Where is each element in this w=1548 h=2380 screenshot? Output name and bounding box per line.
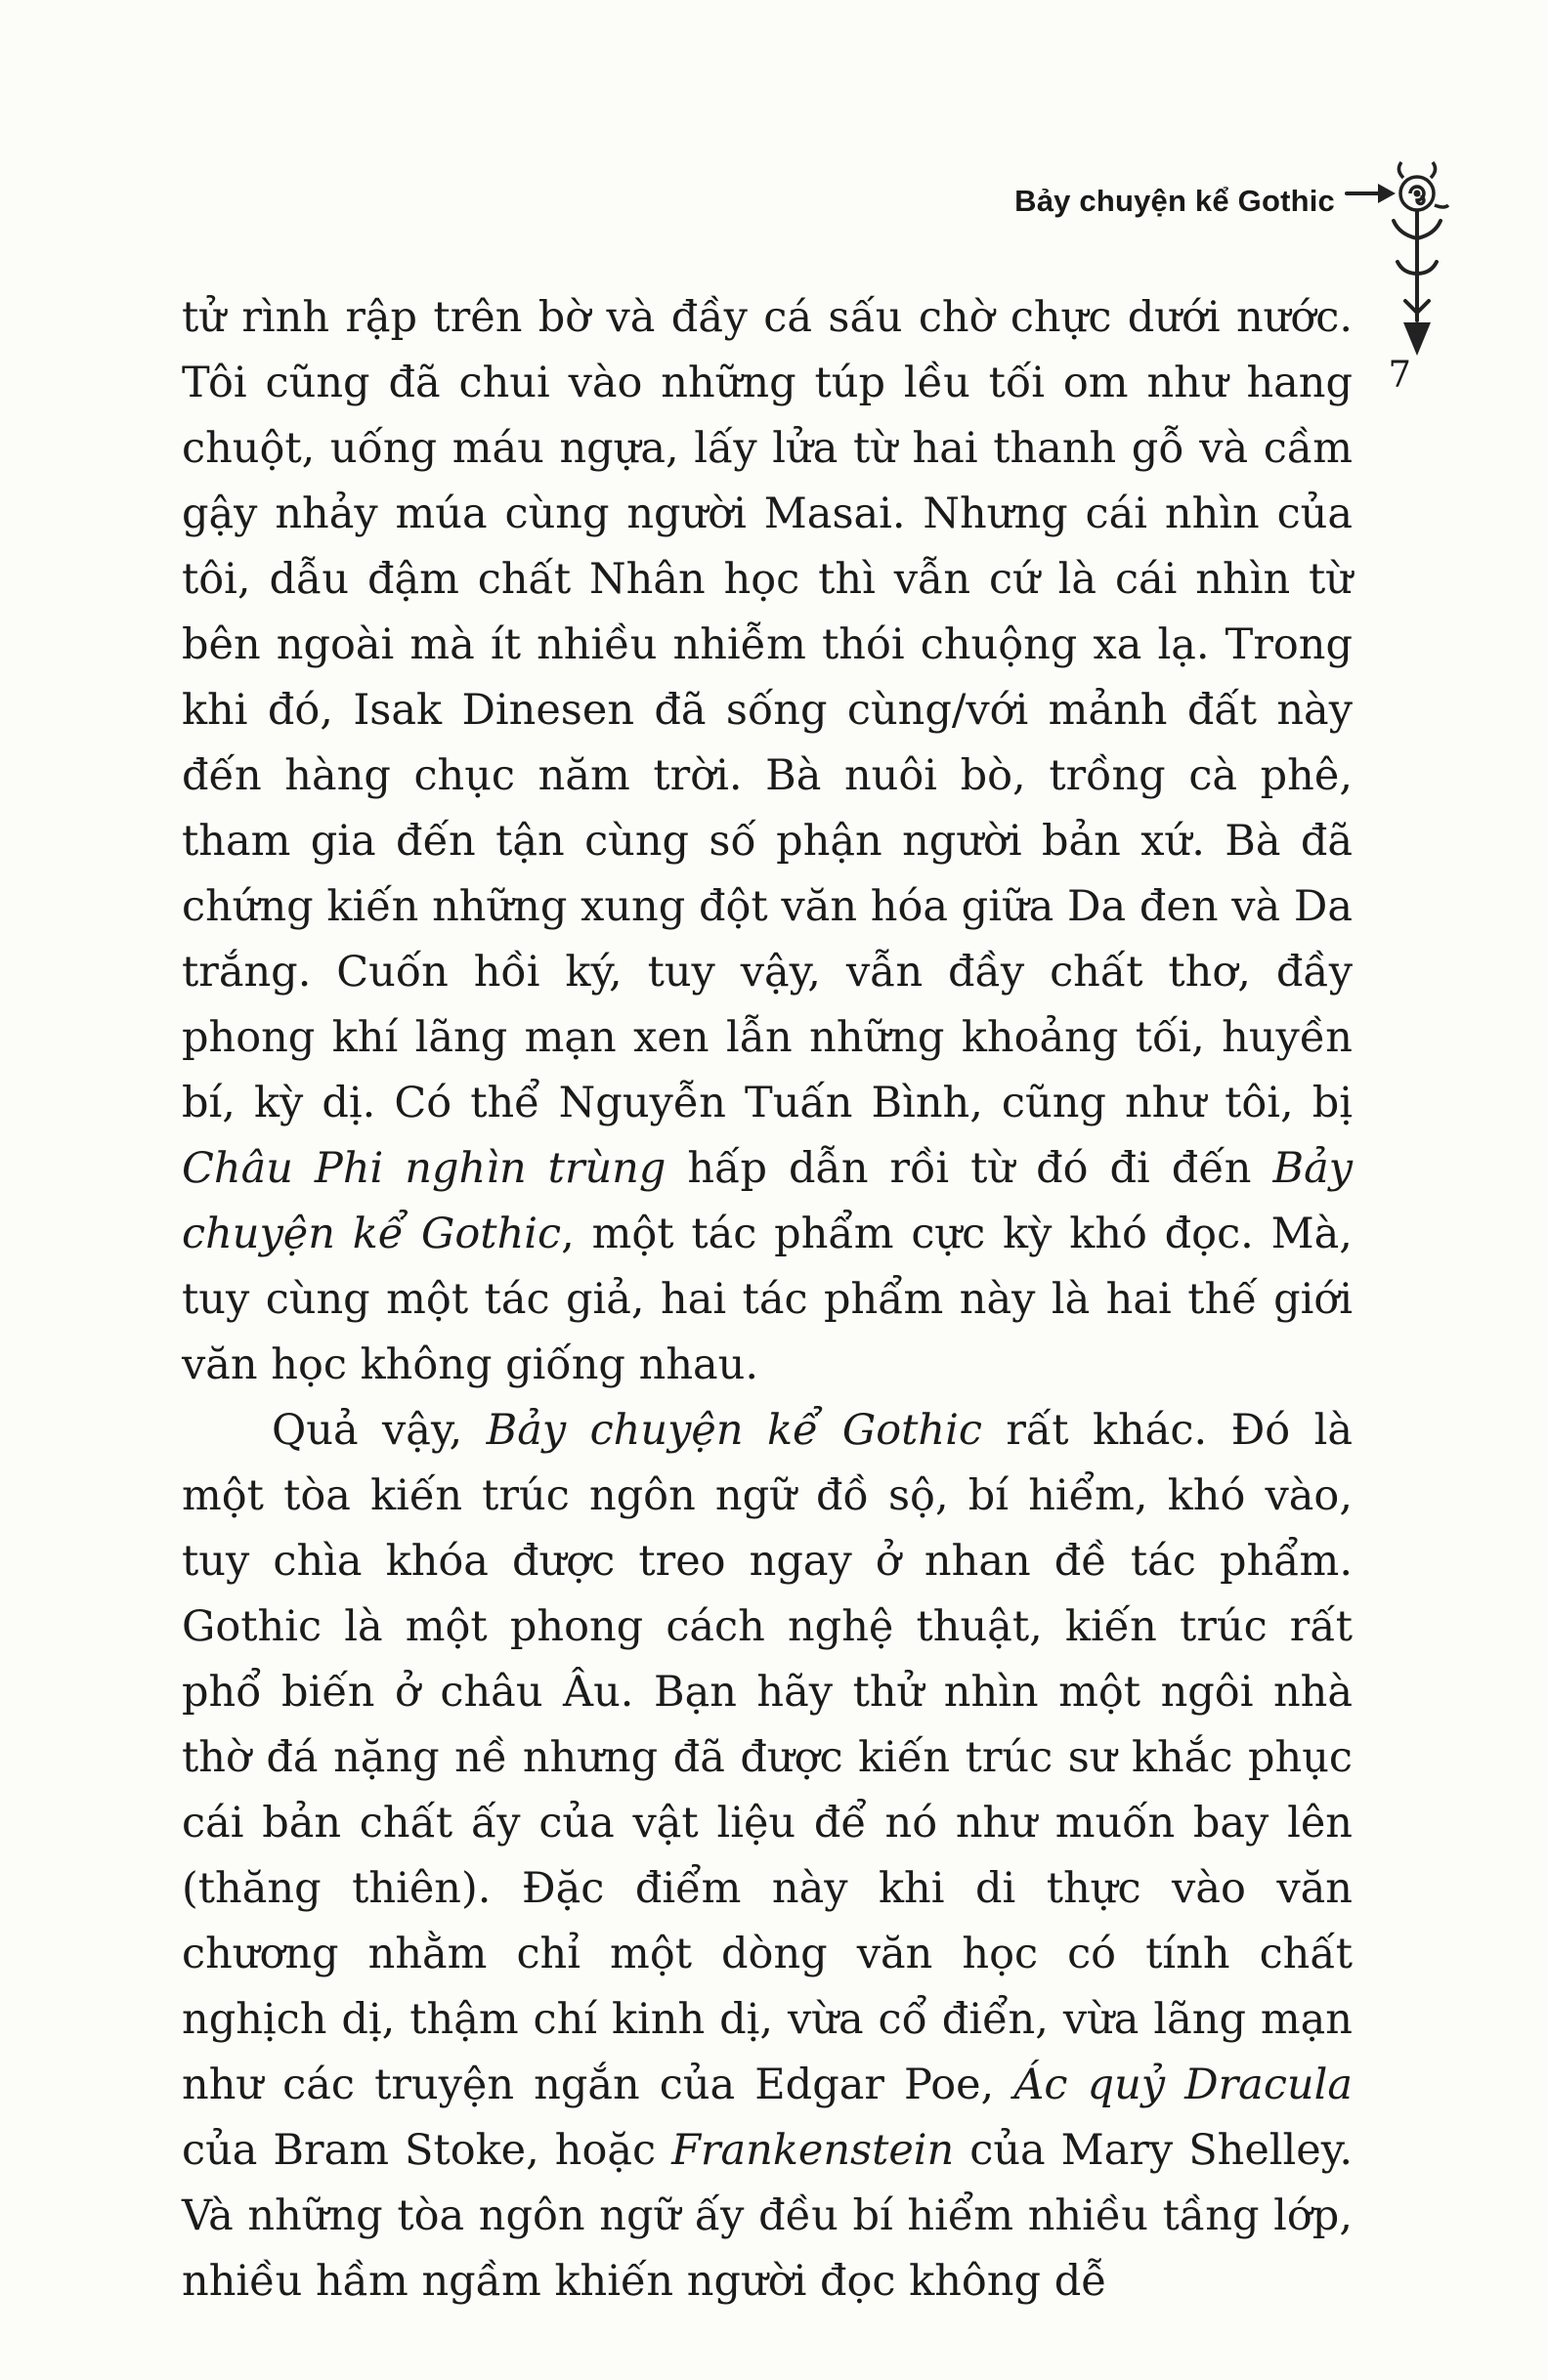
- italic-text-run: Bảy chuyện kể Gothic: [486, 1406, 982, 1455]
- italic-text-run: Châu Phi nghìn trùng: [182, 1144, 666, 1193]
- text-run: Quả vậy,: [272, 1406, 487, 1455]
- running-title: Bảy chuyện kể Gothic: [1014, 184, 1335, 218]
- body-text: [182, 285, 1353, 2315]
- gothic-ornament-icon: [1345, 154, 1454, 358]
- paragraph: [182, 1398, 1353, 2315]
- text-run: , một tác phẩm cực kỳ khó đọc. Mà, tuy cùng một tác giả, hai tác phẩm này là hai thế giới văn học không giống nhau.: [182, 1210, 1353, 1389]
- paragraph: [182, 285, 1353, 1398]
- text-run: hấp dẫn rồi từ đó đi đến: [666, 1144, 1273, 1193]
- text-run: tử rình rập trên bờ và đầy cá sấu chờ chực dưới nước. Tôi cũng đã chui vào những túp lều tối om như hang chuột, uống máu ngựa, lấy lửa từ hai thanh gỗ và cầm gậy nhảy múa cùng người Masai. Nhưng cái nhìn của tôi, dẫu đậm chất Nhân học thì vẫn cứ là cái nhìn từ bên ngoài mà ít nhiều nhiễm thói chuộng xa lạ. Trong khi đó, Isak Dinesen đã sống cùng/với mảnh đất này đến hàng chục năm trời. Bà nuôi bò, trồng cà phê, tham gia đến tận cùng số phận người bản xứ. Bà đã chứng kiến những xung đột văn hóa giữa Da đen và Da trắng. Cuốn hồi ký, tuy vậy, vẫn đầy chất thơ, đầy phong khí lãng mạn xen lẫn những khoảng tối, huyền bí, kỳ dị. Có thể Nguyễn Tuấn Bình, cũng như tôi, bị: [182, 293, 1353, 1127]
- text-run: của Mary Shelley. Và những tòa ngôn ngữ ấy đều bí hiểm nhiều tầng lớp, nhiều hầm ngầm khiến người đọc không dễ: [182, 2126, 1354, 2306]
- page-number: 7: [1388, 354, 1411, 396]
- italic-text-run: Bảy chuyện kể Gothic: [182, 1144, 1353, 1258]
- text-run: rất khác. Đó là một tòa kiến trúc ngôn ngữ đồ sộ, bí hiểm, khó vào, tuy chìa khóa được treo ngay ở nhan đề tác phẩm. Gothic là một phong cách nghệ thuật, kiến trúc rất phổ biến ở châu Âu. Bạn hãy thử nhìn một ngôi nhà thờ đá nặng nề nhưng đã được kiến trúc sư khắc phục cái bản chất ấy của vật liệu để nó như muốn bay lên (thăng thiên). Đặc điểm này khi di thực vào văn chương nhằm chỉ một dòng văn học có tính chất nghịch dị, thậm chí kinh dị, vừa cổ điển, vừa lãng mạn như các truyện ngắn của Edgar Poe,: [182, 1406, 1353, 2109]
- italic-text-run: Frankenstein: [671, 2126, 955, 2175]
- text-run: của Bram Stoke, hoặc: [182, 2126, 672, 2175]
- italic-text-run: Ác quỷ Dracula: [1013, 2061, 1353, 2109]
